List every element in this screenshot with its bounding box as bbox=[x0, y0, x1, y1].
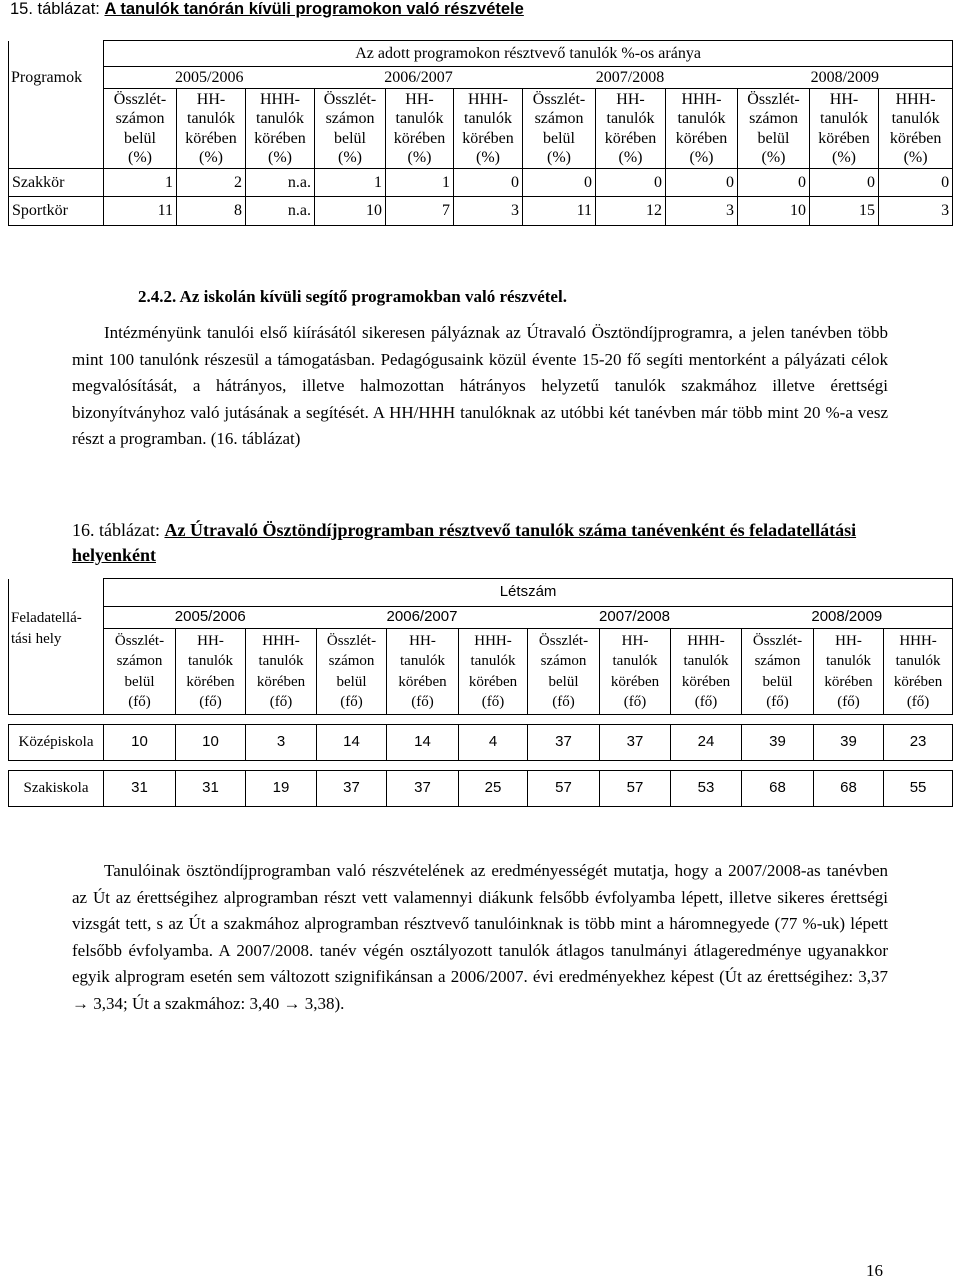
table16-gap bbox=[9, 715, 953, 725]
table16-subheader-line: Összlét- bbox=[326, 632, 377, 649]
section-heading: 2.4.2. Az iskolán kívüli segítő programokban való részvétel. bbox=[138, 287, 567, 306]
table16-subheader-line: Összlét- bbox=[752, 632, 803, 649]
table15-subheader-line: belül bbox=[124, 129, 156, 147]
table16-subheader bbox=[387, 629, 459, 715]
table16-caption-prefix: 16. táblázat: bbox=[72, 520, 165, 540]
table16-year: 2008/2009 bbox=[742, 607, 953, 629]
table15-cell: 3 bbox=[454, 197, 523, 226]
table16-cell: 68 bbox=[742, 771, 814, 807]
table15-subheader-line: (%) bbox=[128, 149, 152, 166]
table15-cell: 7 bbox=[386, 197, 454, 226]
table15-subheader bbox=[454, 89, 523, 169]
table15-subheader bbox=[246, 89, 315, 169]
table15-subheader-line: HHH- bbox=[260, 90, 300, 108]
table15-cell: 12 bbox=[596, 197, 666, 226]
table15-cell: 2 bbox=[177, 169, 246, 197]
table15-cell: 1 bbox=[104, 169, 177, 197]
table15-year: 2005/2006 bbox=[104, 67, 315, 89]
table15-subheader-line: HH- bbox=[405, 90, 434, 108]
table16-subheader-line: belül bbox=[762, 673, 793, 690]
table16-subheader-line: HH- bbox=[197, 632, 224, 649]
table15-subheader-line: számon bbox=[115, 110, 165, 127]
table15-cell: 3 bbox=[879, 197, 953, 226]
table16-cell: 25 bbox=[459, 771, 528, 807]
table16-subheader-line: számon bbox=[328, 653, 375, 669]
table16-subheader-line: (fő) bbox=[623, 694, 647, 710]
table15-subheader-line: (%) bbox=[547, 149, 571, 166]
table16-cell: 31 bbox=[176, 771, 246, 807]
table15-cell: 10 bbox=[738, 197, 810, 226]
table16-subheader-line: körében bbox=[681, 673, 731, 690]
table16-subheader bbox=[671, 629, 742, 715]
table16-subheader-line: Összlét- bbox=[538, 632, 589, 649]
table15-subheader-line: Összlét- bbox=[747, 90, 800, 108]
table16-gap bbox=[9, 761, 953, 771]
table16-cell: 10 bbox=[176, 725, 246, 761]
table15-year: 2008/2009 bbox=[738, 67, 953, 89]
table15-subheader-line: (%) bbox=[832, 149, 856, 166]
table16-subheader-line: tanulók bbox=[683, 653, 729, 669]
table15-year: 2007/2008 bbox=[523, 67, 738, 89]
table15-caption bbox=[10, 0, 524, 19]
table16-cell: 68 bbox=[814, 771, 884, 807]
table15-subheader-line: tanulók bbox=[395, 110, 444, 127]
table15-header-blank bbox=[9, 89, 104, 169]
table16-subheader bbox=[104, 629, 176, 715]
table16-cell: 37 bbox=[317, 771, 387, 807]
table15-subheader-line: tanulók bbox=[187, 110, 235, 127]
table16-subheader-line: (fő) bbox=[128, 694, 151, 710]
table15-subheader-line: körében bbox=[675, 129, 728, 147]
table15-subheader-line: (%) bbox=[268, 149, 292, 166]
table15-subheader-line: (%) bbox=[407, 149, 432, 166]
table15-cell: 0 bbox=[666, 169, 738, 197]
page-number: 16 bbox=[866, 1261, 883, 1280]
table16-cell: 53 bbox=[671, 771, 742, 807]
table16-subheader-line: tanulók bbox=[895, 653, 941, 669]
table15-cell: 0 bbox=[738, 169, 810, 197]
table15-subheader-line: HH- bbox=[829, 90, 859, 108]
table15-cell: 15 bbox=[810, 197, 879, 226]
table15-span-header: Az adott programokon résztvevő tanulók %-os aránya bbox=[104, 41, 953, 67]
table16-subheader-line: (fő) bbox=[411, 694, 434, 710]
table16-subheader-line: Összlét- bbox=[114, 632, 165, 649]
table16-subheader bbox=[176, 629, 246, 715]
table16-cell: 10 bbox=[104, 725, 176, 761]
table15-cell: 11 bbox=[104, 197, 177, 226]
table16-span-header: Létszám bbox=[104, 579, 953, 607]
table15-subheader bbox=[177, 89, 246, 169]
table15-row-label: Szakkör bbox=[9, 169, 104, 197]
table15-subheader bbox=[879, 89, 953, 169]
table16-subheader-line: körében bbox=[186, 673, 235, 690]
table16-subheader-line: HHH- bbox=[899, 632, 937, 649]
table16-subheader-line: (fő) bbox=[340, 694, 363, 710]
table15-subheader-line: körében bbox=[604, 129, 657, 147]
table16-subheader-line: HHH- bbox=[687, 632, 725, 649]
table15-subheader-line: HHH- bbox=[468, 90, 508, 108]
table16-year: 2005/2006 bbox=[104, 607, 317, 629]
table16-subheader-line: tanulók bbox=[470, 653, 516, 669]
table16-subheader-line: HH- bbox=[835, 632, 862, 649]
table16 bbox=[8, 578, 953, 807]
table15-subheader-line: körében bbox=[185, 129, 237, 147]
table16-row-label: Középiskola bbox=[9, 725, 104, 761]
table15-caption-prefix: 15. táblázat: bbox=[10, 0, 105, 18]
table16-subheader-line: körében bbox=[610, 673, 660, 690]
table16-cell: 19 bbox=[246, 771, 317, 807]
table16-subheader-line: körében bbox=[256, 673, 306, 690]
table16-header-blank bbox=[9, 579, 104, 607]
table15-subheader-line: HH- bbox=[616, 90, 645, 108]
table15-row-label: Sportkör bbox=[9, 197, 104, 226]
table16-subheader-line: körében bbox=[824, 673, 873, 690]
table16-subheader-line: tanulók bbox=[258, 653, 304, 669]
table16-subheader-line: tanulók bbox=[400, 653, 445, 669]
table16-caption bbox=[72, 518, 892, 568]
closing-paragraph-text: Tanulóinak ösztöndíjprogramban való részvételének az eredményességét mutatja, hogy a 2007/2008-as tanévben az Út az érettségihez alprogramban részt vett valamennyi diákunk felsőbb évfolyamba lépett, illetve sikeres érettségi vizsgát tett, s az Út a szakmához alprogramban résztvevő tanulóinknak is több mint a háromnegyede (77 %-uk) lépett felsőbb évfolyamba. A 2007/2008. tanév végén osztályozott tanulók átlagos tanulmányi átlageredménye ugyanakkor egyik alprogram esetén sem változott szignifikánsan a 2006/2007. évi eredményekhez képest (Út az érettségihez: 3,37 → 3,34; Út a szakmához: 3,40 → 3,38). bbox=[72, 861, 888, 1013]
table16-subheader-line: körében bbox=[893, 673, 943, 690]
table15-subheader-line: tanulók bbox=[256, 110, 304, 127]
table15-subheader bbox=[104, 89, 177, 169]
table16-row-label: Szakiskola bbox=[9, 771, 104, 807]
table15-subheader-line: körében bbox=[393, 129, 446, 147]
table15 bbox=[8, 40, 953, 226]
table16-cell: 55 bbox=[884, 771, 953, 807]
table15-cell: n.a. bbox=[246, 169, 315, 197]
table16-subheader-line: (fő) bbox=[481, 694, 505, 710]
table16-subheader-line: HHH- bbox=[262, 632, 300, 649]
table16-cell: 31 bbox=[104, 771, 176, 807]
table15-subheader-line: Összlét- bbox=[113, 90, 167, 108]
table15-subheader bbox=[810, 89, 879, 169]
table15-subheader-line: (%) bbox=[338, 149, 362, 166]
table16-subheader-line: számon bbox=[116, 653, 163, 669]
table16-subheader-line: HHH- bbox=[474, 632, 512, 649]
table16-subheader-line: (fő) bbox=[199, 694, 222, 710]
table15-subheader-line: HHH- bbox=[681, 90, 722, 108]
table16-subheader bbox=[884, 629, 953, 715]
table16-subheader-line: (fő) bbox=[837, 694, 860, 710]
table16-subheader bbox=[246, 629, 317, 715]
table16-row-header-line2: tási hely bbox=[9, 629, 104, 715]
table15-subheader-line: tanulók bbox=[606, 110, 655, 127]
table16-cell: 37 bbox=[600, 725, 671, 761]
table16-cell: 14 bbox=[317, 725, 387, 761]
table15-subheader bbox=[315, 89, 386, 169]
table15-subheader-line: (%) bbox=[199, 149, 223, 166]
table15-subheader-line: Összlét- bbox=[532, 90, 586, 108]
table16-cell: 57 bbox=[528, 771, 600, 807]
table15-subheader bbox=[666, 89, 738, 169]
table15-subheader-line: HHH- bbox=[895, 90, 936, 108]
table16-subheader-line: tanulók bbox=[612, 653, 658, 669]
table16-subheader-line: (fő) bbox=[766, 694, 789, 710]
table16-cell: 39 bbox=[814, 725, 884, 761]
table15-subheader bbox=[596, 89, 666, 169]
table16-subheader-line: HH- bbox=[409, 632, 436, 649]
table16-subheader-line: (fő) bbox=[906, 694, 930, 710]
table15-cell: 0 bbox=[596, 169, 666, 197]
table15-row-header: Programok bbox=[9, 67, 104, 89]
table15-cell: 11 bbox=[523, 197, 596, 226]
table16-subheader-line: számon bbox=[540, 653, 587, 669]
table16-subheader-line: tanulók bbox=[826, 653, 871, 669]
table15-subheader-line: HH- bbox=[196, 90, 226, 108]
table16-caption-title: Az Útravaló Ösztöndíjprogramban résztvevő tanulók száma tanévenként és feladatellátási helyenként bbox=[72, 520, 857, 565]
table16-subheader-line: tanulók bbox=[188, 653, 233, 669]
table16-subheader-line: (fő) bbox=[694, 694, 718, 710]
table15-subheader bbox=[738, 89, 810, 169]
table16-subheader-line: belül bbox=[548, 673, 579, 690]
table16-subheader bbox=[459, 629, 528, 715]
table15-header-blank bbox=[9, 41, 104, 67]
table15-cell: 0 bbox=[810, 169, 879, 197]
table15-cell: 1 bbox=[315, 169, 386, 197]
table15-cell: 10 bbox=[315, 197, 386, 226]
table15-cell: 0 bbox=[523, 169, 596, 197]
table16-cell: 14 bbox=[387, 725, 459, 761]
table15-subheader-line: számon bbox=[749, 110, 798, 127]
table16-subheader-line: belül bbox=[336, 673, 367, 690]
table15-subheader-line: körében bbox=[254, 129, 306, 147]
table16-subheader-line: (fő) bbox=[552, 694, 575, 710]
table15-subheader-line: Összlét- bbox=[323, 90, 377, 108]
table15-cell: n.a. bbox=[246, 197, 315, 226]
table15-subheader-line: belül bbox=[334, 129, 366, 147]
table16-subheader-line: számon bbox=[754, 653, 801, 669]
table15-cell: 3 bbox=[666, 197, 738, 226]
table16-subheader-line: körében bbox=[468, 673, 518, 690]
table16-subheader-line: körében bbox=[398, 673, 447, 690]
table15-subheader-line: tanulók bbox=[464, 110, 512, 127]
table15-subheader-line: számon bbox=[325, 110, 375, 127]
table15-cell: 1 bbox=[386, 169, 454, 197]
table16-subheader-line: belül bbox=[124, 673, 155, 690]
table15-caption-title: A tanulók tanórán kívüli programokon való részvétele bbox=[104, 0, 524, 18]
table16-subheader bbox=[528, 629, 600, 715]
table15-cell: 0 bbox=[879, 169, 953, 197]
table16-cell: 37 bbox=[528, 725, 600, 761]
table15-subheader-line: (%) bbox=[903, 149, 928, 166]
table15-subheader-line: körében bbox=[818, 129, 870, 147]
table16-subheader bbox=[742, 629, 814, 715]
table15-subheader-line: tanulók bbox=[891, 110, 940, 127]
table15-subheader-line: körében bbox=[889, 129, 942, 147]
table15-subheader bbox=[523, 89, 596, 169]
table15-subheader-line: körében bbox=[462, 129, 514, 147]
table16-subheader-line: (fő) bbox=[269, 694, 293, 710]
table16-row-header-line1: Feladatellá- bbox=[9, 607, 104, 629]
table15-subheader-line: (%) bbox=[618, 149, 643, 166]
table15-cell: 8 bbox=[177, 197, 246, 226]
table16-cell: 39 bbox=[742, 725, 814, 761]
table15-subheader-line: (%) bbox=[476, 149, 500, 166]
section-paragraph bbox=[72, 320, 888, 453]
table15-subheader bbox=[386, 89, 454, 169]
table15-year: 2006/2007 bbox=[315, 67, 523, 89]
table16-cell: 4 bbox=[459, 725, 528, 761]
table16-cell: 3 bbox=[246, 725, 317, 761]
table15-subheader-line: belül bbox=[543, 129, 575, 147]
section-paragraph-text: Intézményünk tanulói első kiírásától sikeresen pályáznak az Útravaló Ösztöndíjprogramra, a jelen tanévben több mint 100 tanulónk részesül a támogatásban. Pedagógusaink közül évente 15-20 fő segíti mentorként a pályázati célok megvalósítását, a hátrányos, illetve halmozottan hátrányos helyzetű tanulók szakmához illetve érettségi bizonyítványhoz való jutásának a segítését. A HH/HHH tanulóknak az utóbbi két tanévben már több mint 20 %-a vesz részt a programban. (16. táblázat) bbox=[72, 323, 888, 449]
table15-subheader-line: belül bbox=[757, 129, 790, 147]
table15-subheader-line: tanulók bbox=[677, 110, 726, 127]
table16-subheader bbox=[600, 629, 671, 715]
table15-subheader-line: (%) bbox=[761, 149, 786, 166]
table16-year: 2006/2007 bbox=[317, 607, 528, 629]
table16-cell: 57 bbox=[600, 771, 671, 807]
table16-cell: 24 bbox=[671, 725, 742, 761]
table15-cell: 0 bbox=[454, 169, 523, 197]
table16-year: 2007/2008 bbox=[528, 607, 742, 629]
table16-cell: 37 bbox=[387, 771, 459, 807]
table16-subheader bbox=[814, 629, 884, 715]
table16-subheader-line: HH- bbox=[621, 632, 649, 649]
table15-subheader-line: tanulók bbox=[820, 110, 868, 127]
closing-paragraph bbox=[72, 858, 888, 1018]
table15-subheader-line: (%) bbox=[689, 149, 714, 166]
table16-subheader bbox=[317, 629, 387, 715]
table15-subheader-line: számon bbox=[534, 110, 584, 127]
table16-cell: 23 bbox=[884, 725, 953, 761]
